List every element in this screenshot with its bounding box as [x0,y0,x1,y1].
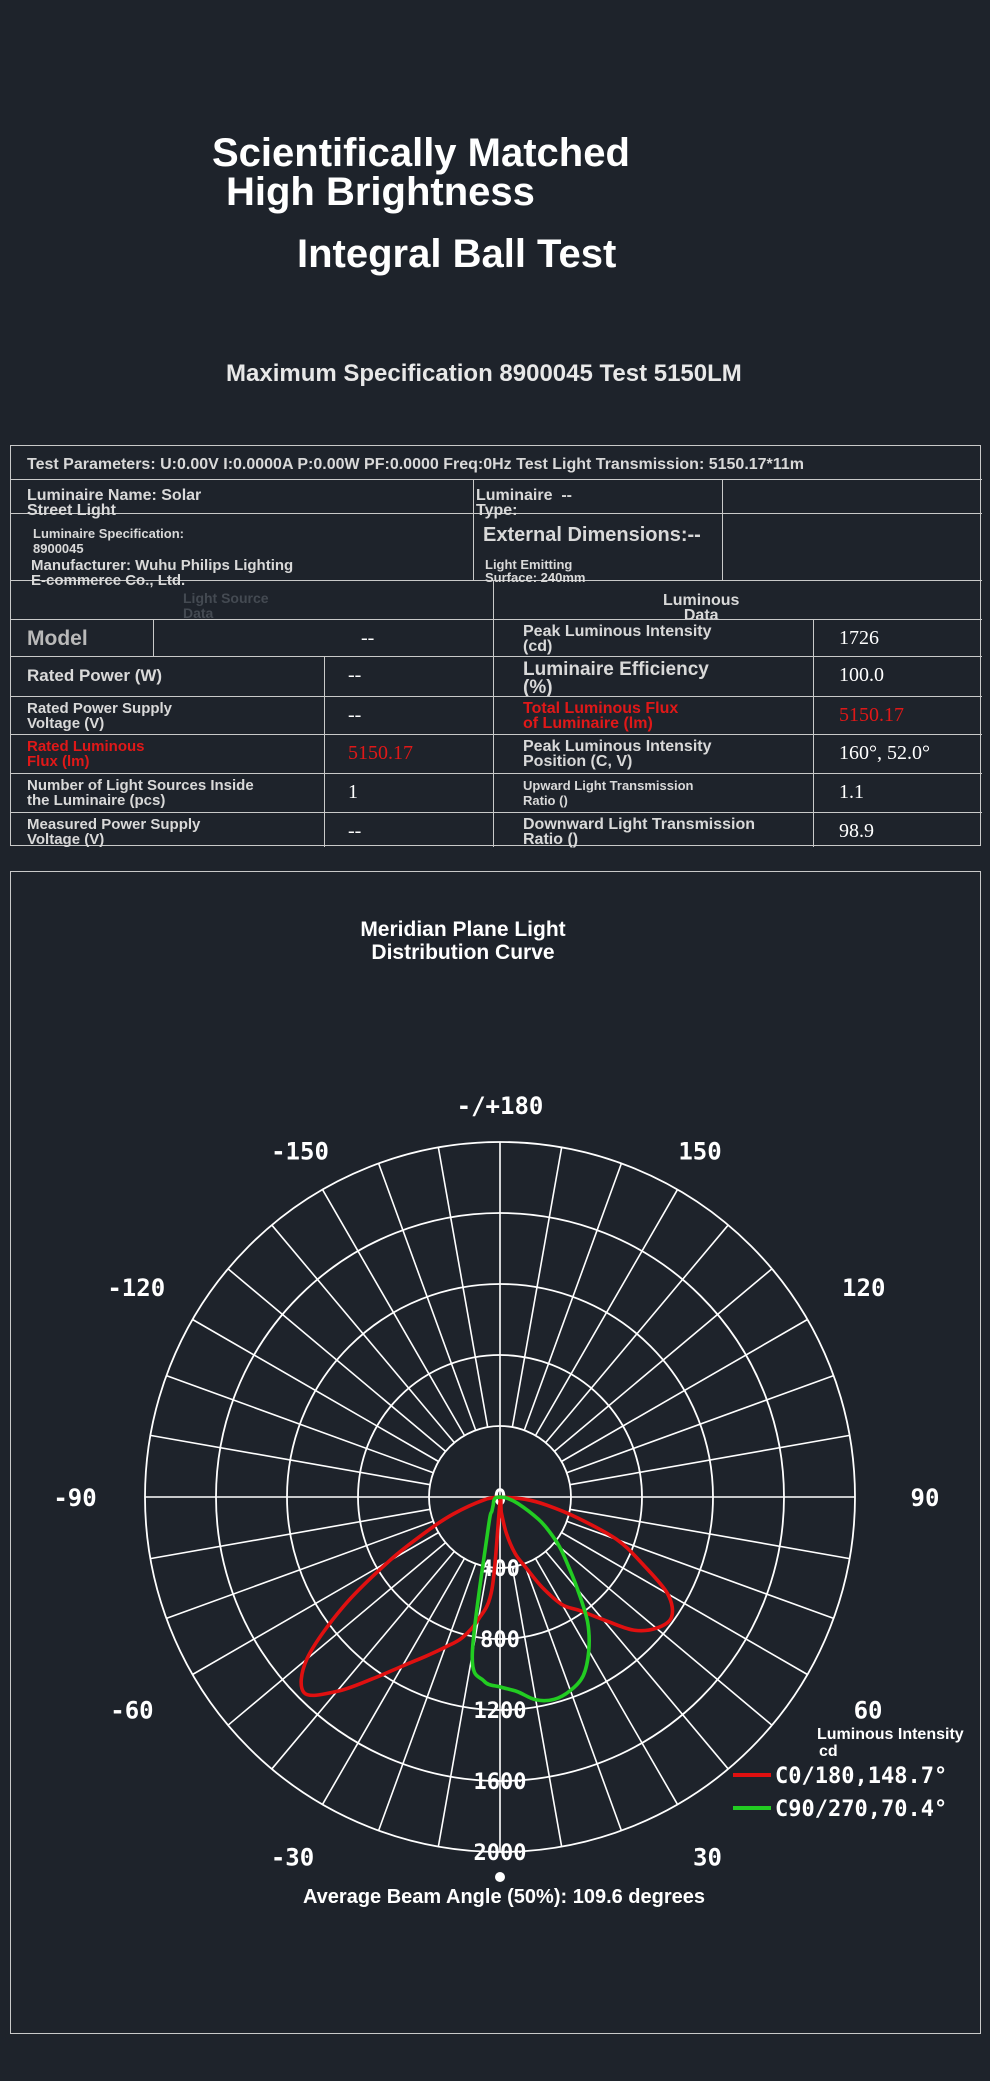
left-row-value: 5150.17 [348,742,413,764]
luminaire-type: Luminaire -- Type: [476,487,573,519]
left-row-value: 1 [348,781,358,803]
left-row-value: -- [348,664,362,686]
luminaire-name: Luminaire Name: Solar Street Light [27,487,202,519]
right-row-label: Downward Light Transmission Ratio () [523,816,756,848]
right-row-label: Luminaire Efficiency (%) [523,659,709,698]
col-rule [324,734,325,773]
left-row-label: Number of Light Sources Inside the Luminaire (pcs) [27,777,254,809]
light-source-data: Light Source Data [183,590,269,621]
unit-label-line: cd [819,1743,838,1760]
col-rule [813,734,814,773]
row-rule [11,734,982,735]
external-dimensions: External Dimensions:-- [483,524,701,546]
left-row-label: Model [27,627,88,650]
legend-entry-0: C0/180,148.7° [775,1764,948,1789]
col-rule [153,619,154,656]
left-row-label: Rated Power (W) [27,666,163,685]
angle-label: 120 [842,1274,886,1302]
polar-chart [11,872,980,2033]
col-rule [813,656,814,696]
col-rule [813,812,814,847]
radial-tick-label: 2000 [473,1841,527,1866]
headline-line1: Scientifically Matched [212,131,630,175]
test-parameters: Test Parameters: U:0.00V I:0.0000A P:0.00W PF:0.0000 Freq:0Hz Test Light Transmission: 5150.17*11m [27,456,804,473]
col-rule [324,773,325,812]
angle-label: 60 [853,1696,883,1725]
manufacturer: Manufacturer: Wuhu Philips Lighting E-commerce Co., Ltd. [31,557,294,589]
headline-line3: Integral Ball Test [297,232,617,276]
angle-label: 30 [693,1843,722,1872]
spec-subtitle: Maximum Specification 8900045 Test 5150LM [226,360,742,387]
left-row-value: -- [348,820,362,842]
row-rule [11,812,982,813]
col-rule [324,812,325,847]
row-rule [11,619,982,620]
radial-tick-label: 400 [480,1557,520,1582]
angle-label: -150 [271,1137,329,1166]
right-row-value: 1726 [839,627,879,649]
angle-label: -120 [107,1274,166,1302]
left-row-value: -- [348,704,362,726]
row-rule [11,773,982,774]
angle-label: 90 [910,1484,940,1512]
radial-tick-label: 800 [480,1628,520,1653]
light-emitting-surface: Light Emitting Surface: 240mm [485,557,586,585]
right-row-value: 98.9 [839,820,874,842]
origin-dot [495,1872,505,1882]
headline-line2: High Brightness [226,170,535,214]
luminous-data: Luminous Data [663,592,740,624]
col-rule [324,656,325,696]
light-distribution-panel [10,871,981,2034]
angle-label: -30 [270,1843,315,1872]
angle-label: -/+180 [456,1092,544,1120]
left-row-value: -- [361,627,375,649]
beam-angle-footer: Average Beam Angle (50%): 109.6 degrees [302,1886,706,1908]
col-rule [813,773,814,812]
legend-entry-1: C90/270,70.4° [775,1797,948,1822]
left-row-label: Rated Luminous Flux (lm) [27,738,145,770]
right-row-value: 5150.17 [839,704,904,726]
chart-title-line: Distribution Curve [371,941,555,964]
left-row-label: Measured Power Supply Voltage (V) [27,816,201,848]
right-row-value: 160°, 52.0° [839,742,930,764]
left-row-label: Rated Power Supply Voltage (V) [27,700,173,732]
chart-title-line: Meridian Plane Light [360,918,566,941]
spec-table [10,445,981,846]
right-row-label: Peak Luminous Intensity (cd) [523,623,712,655]
radial-tick-label: 1600 [473,1770,527,1795]
right-row-label: Upward Light Transmission Ratio () [523,778,694,808]
angle-label: -60 [110,1696,154,1725]
right-row-value: 1.1 [839,781,864,803]
angle-label: 150 [678,1137,722,1166]
unit-label-line: Luminous Intensity [817,1726,964,1743]
radial-tick-label: 1200 [473,1699,527,1724]
col-rule [813,696,814,734]
col-rule [324,696,325,734]
row-rule [11,656,982,657]
row-rule [11,696,982,697]
right-row-label: Total Luminous Flux of Luminaire (lm) [523,700,679,732]
right-row-label: Peak Luminous Intensity Position (C, V) [523,738,712,770]
radial-tick-label: 0 [493,1486,507,1511]
col-rule [813,619,814,656]
angle-label: -90 [53,1484,97,1512]
luminaire-specification: Luminaire Specification: 8900045 [33,526,184,556]
right-row-value: 100.0 [839,664,884,686]
